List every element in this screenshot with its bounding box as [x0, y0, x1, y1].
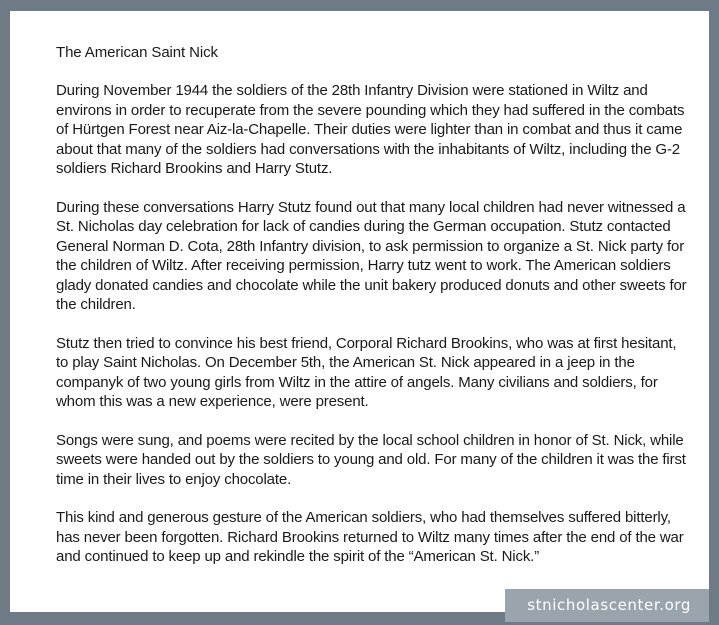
document-page	[10, 11, 709, 612]
paragraph-5: This kind and generous gesture of the American soldiers, who had themselves suffered bitterly, has never been forgotten. Richard Brookins returned to Wiltz many times after the end of the war and continued to keep up and rekindle the spirit of the “American St. Nick.”	[56, 509, 684, 565]
document-title: The American Saint Nick	[56, 44, 218, 61]
paragraph-2: During these conversations Harry Stutz found out that many local children had never witnessed a St. Nicholas day celebration for lack of candies during the German occupation. Stutz contacted General Norman D. Cota, 28th Infantry division, to ask permission to organize a St. Nick party for the children of Wiltz. After receiving permission, Harry tutz went to work. The American soldiers glady donated candies and chocolate while the unit bakery produced donuts and other sweets for the children.	[56, 198, 687, 313]
paragraph-3: Stutz then tried to convince his best friend, Corporal Richard Brookins, who was at first hesitant, to play Saint Nicholas. On December 5th, the American St. Nick appeared in a jeep in the companyk of two young girls from Wiltz in the attire of angels. Many civilians and soldiers, for whom this was a new experience, were present.	[56, 334, 677, 410]
paragraph-4: Songs were sung, and poems were recited by the local school children in honor of St. Nick, while sweets were handed out by the soldiers to young and old. For many of the children it was the first time in their lives to enjoy chocolate.	[56, 431, 686, 488]
site-watermark: stnicholascenter.org	[505, 589, 709, 622]
paragraph-1: During November 1944 the soldiers of the 28th Infantry Division were stationed in Wiltz and environs in order to recuperate from the severe pounding which they had suffered in the combats of Hürtgen Forest near Aiz-la-Chapelle. Their duties were lighter than in combat and thus it came about that many of the soldiers had conversations with the inhabitants of Wiltz, including the G-2 soldiers Richard Brookins and Harry Stutz.	[56, 82, 685, 177]
